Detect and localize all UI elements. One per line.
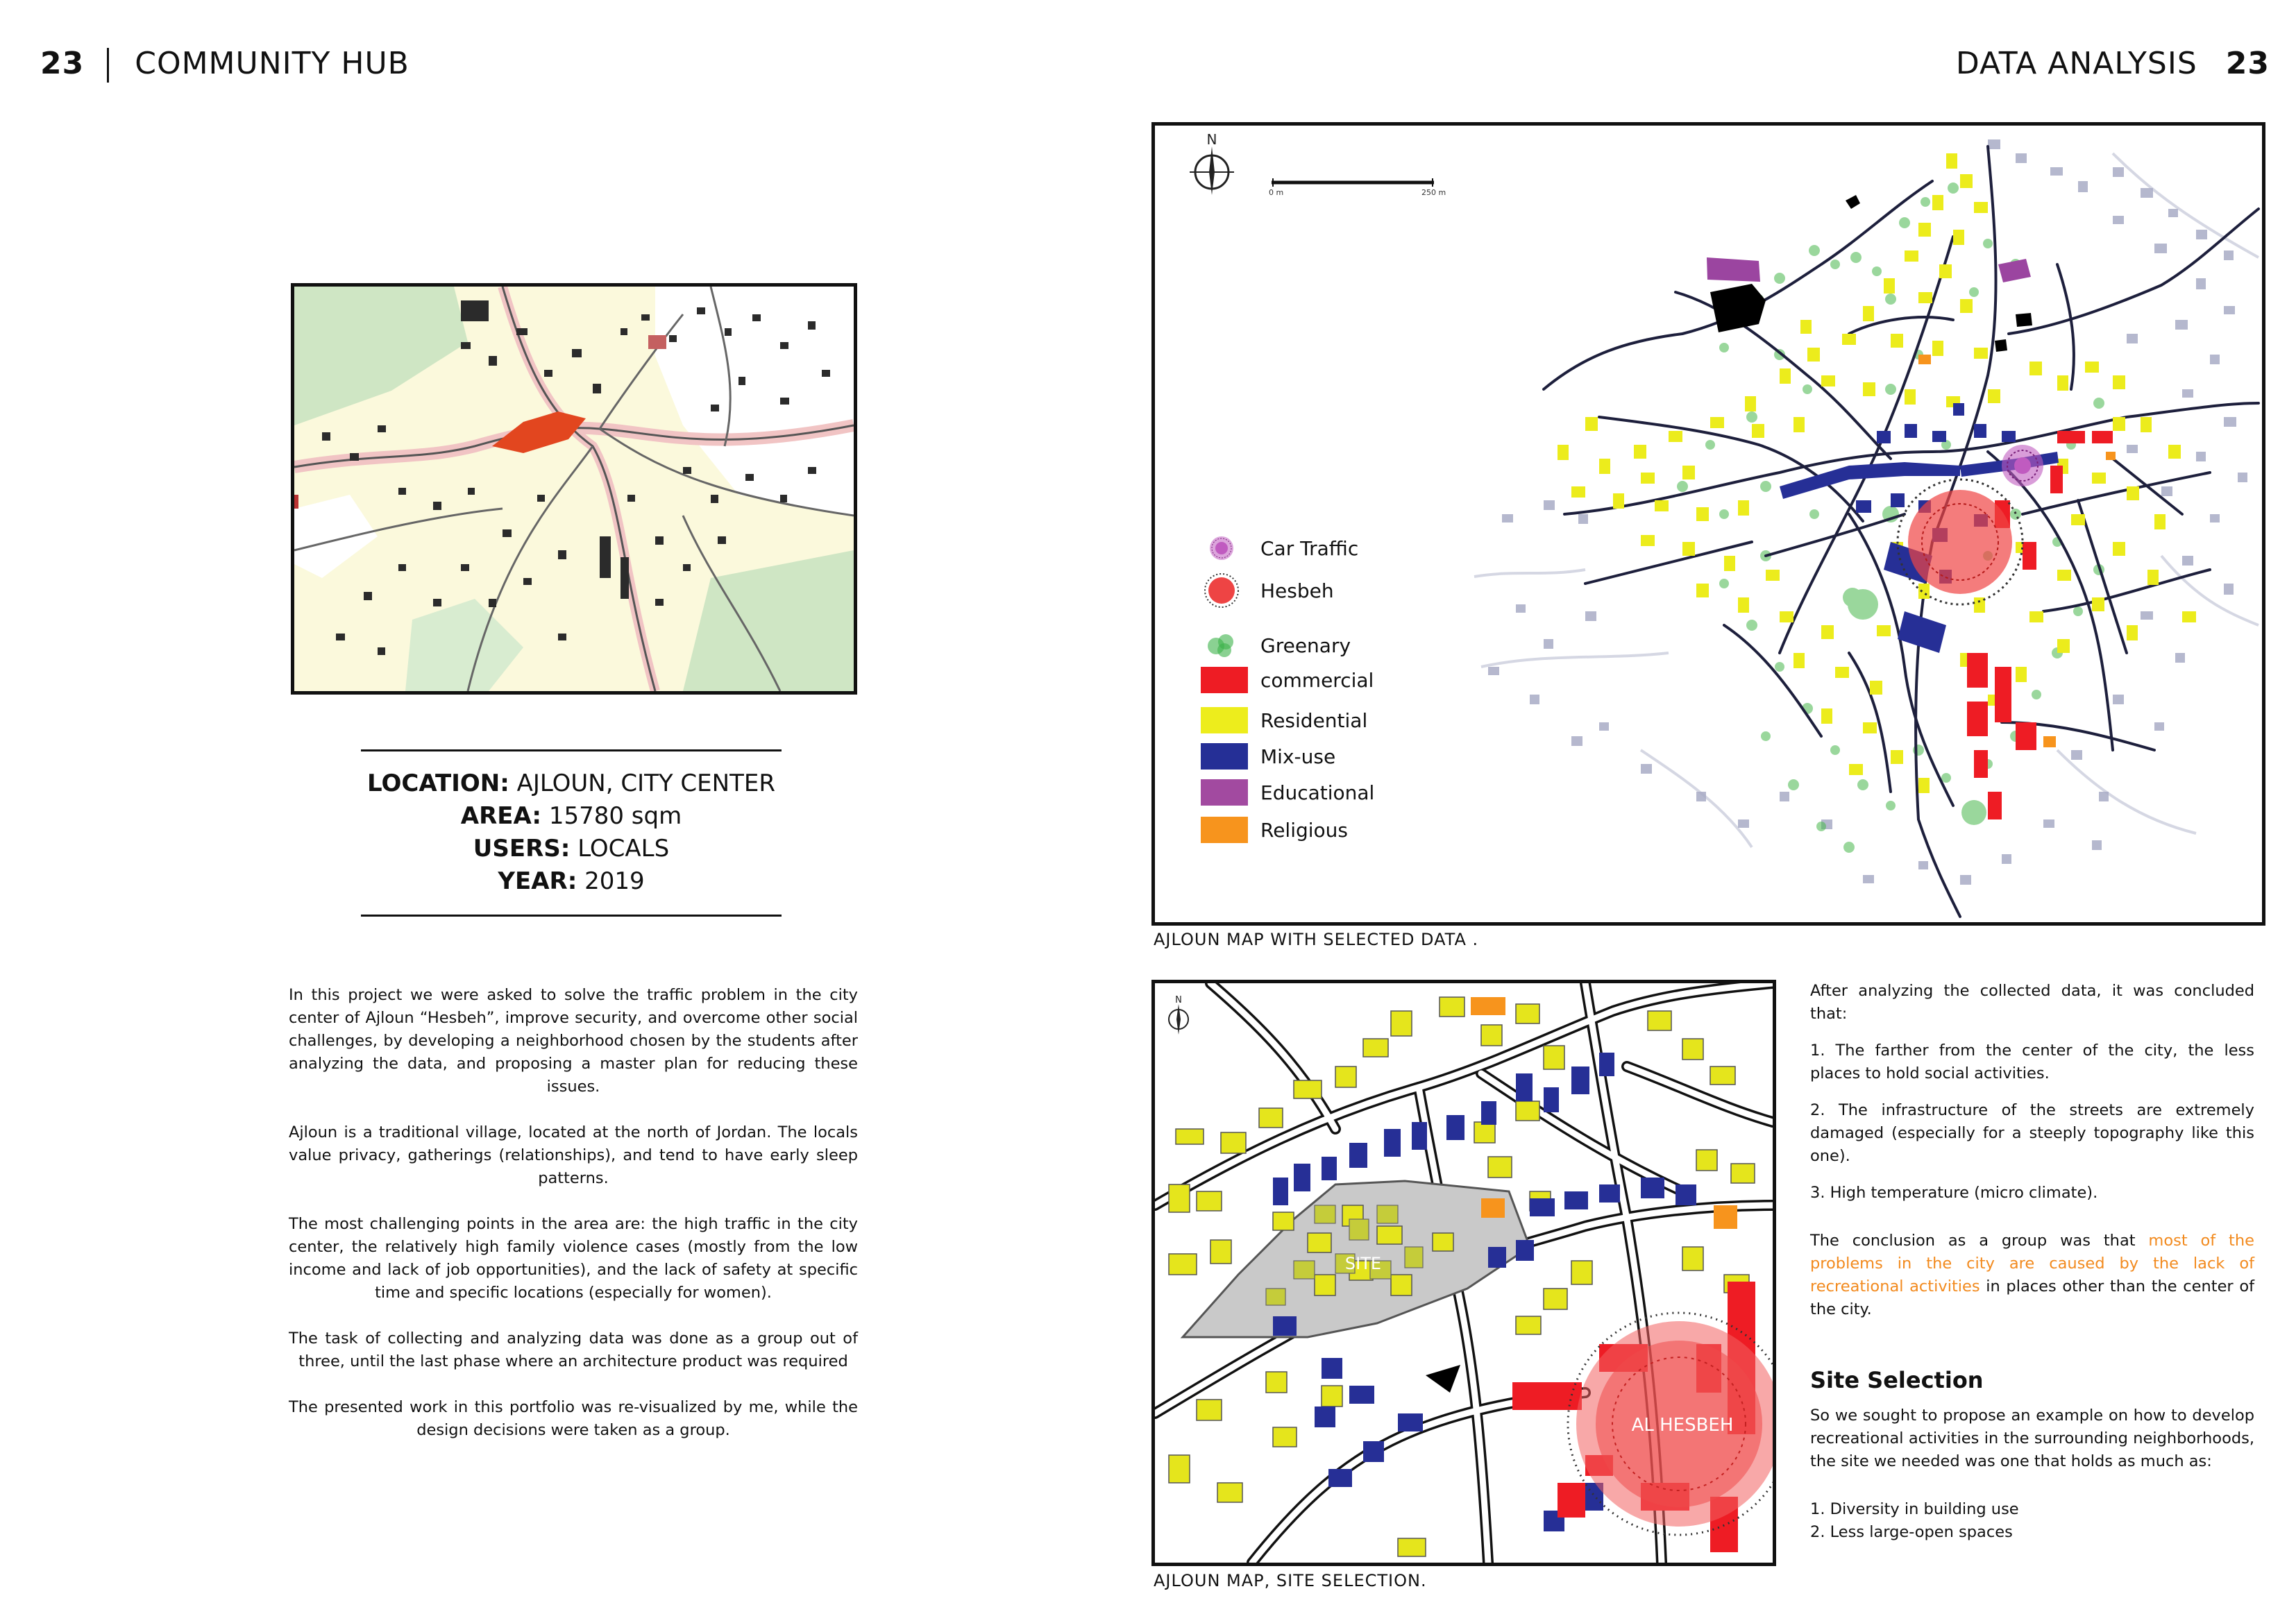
car-traffic-icon [1201,535,1248,561]
year-line [292,865,851,898]
data-map-caption: AJLOUN MAP WITH SELECTED DATA . [1154,930,1479,949]
site-map-graphic [1155,983,1773,1563]
legend-residential [1201,707,1367,733]
site-selection-text: So we sought to propose an example on how to develop recreational activities in the surrounding neighborhoods, the site we needed was one that holds as much as: [1810,1407,2254,1470]
description-paragraph: In this project we were asked to solve the traffic problem in the city center of Ajloun “Hesbeh”, improve security, and overcome other social challenges, by developing a neighborhood chosen by the students after analyzing the data, and proposing a master plan for reducing these issues. [289,986,858,1096]
map-legend [1201,535,1423,910]
context-map [291,283,857,695]
right-page-number: 23 [2225,46,2270,81]
commercial-swatch [1201,667,1248,693]
analysis-point: 1. The farther from the center of the city, the less places to hold social activities. [1810,1042,2254,1082]
location-label: LOCATION: [367,770,509,797]
site-north-label: N [1175,995,1182,1005]
legend-greenery [1201,632,1351,658]
educational-swatch [1201,779,1248,806]
users-line [292,833,851,865]
location-line [292,767,851,800]
left-page-number: 23 [40,46,85,81]
legend-car-traffic [1201,535,1358,561]
legend-label: Educational [1260,781,1375,804]
description-paragraph: The task of collecting and analyzing data was done as a group out of three, until the last phase where an architecture product was required [289,1329,858,1370]
context-map-graphic [294,287,854,691]
scale-end-label: 250 m [1421,188,1446,197]
conclusion-highlight: most of the problems in the city are caused by the lack of recreational activities [1810,1232,2254,1295]
legend-label: Car Traffic [1260,536,1359,560]
legend-mix-use [1201,743,1335,770]
legend-label: Religious [1260,818,1348,842]
legend-hesbeh [1201,572,1334,609]
info-bottom-rule [361,915,782,917]
year-label: YEAR: [498,867,577,895]
description-paragraph: Ajloun is a traditional village, located at the north of Jordan. The locals value privacy, gatherings (relationships), and tend to have early sleep patterns. [289,1123,858,1187]
left-page-title: COMMUNITY HUB [135,46,410,81]
residential-swatch [1201,707,1248,733]
area-value: 15780 sqm [548,802,682,830]
north-label: N [1206,131,1217,148]
scale-bar [1272,178,1434,187]
legend-religious [1201,817,1348,843]
religious-swatch [1201,817,1248,843]
area-label: AREA: [460,802,542,830]
legend-label: commercial [1260,668,1374,692]
conclusion-prefix: The conclusion as a group was that [1810,1232,2149,1250]
right-page-title: DATA ANALYSIS [1955,46,2197,81]
criteria-item: 2. Less large-open spaces [1810,1523,2013,1541]
greenery-icon [1201,632,1248,658]
analysis-point: 3. High temperature (micro climate). [1810,1184,2098,1202]
area-line [292,800,851,833]
legend-label: Hesbeh [1260,579,1334,602]
left-page-header [40,46,410,83]
site-map-caption: AJLOUN MAP, SITE SELECTION. [1154,1571,1427,1590]
north-arrow-icon [1190,146,1234,195]
site-label: SITE [1344,1254,1382,1273]
project-info [292,767,851,898]
description-paragraph: The most challenging points in the area are: the high traffic in the city center, the relatively high family violence cases (mostly from the low income and lack of job opportunities), and the lack of safety at specific time and specific locations (especially for women). [289,1215,858,1302]
description-paragraph: The presented work in this portfolio was re-visualized by me, while the design decisions were taken as a group. [289,1398,858,1439]
legend-commercial [1201,667,1374,693]
users-label: USERS: [473,835,571,863]
analysis-conclusion [1810,1230,2254,1321]
legend-label: Mix-use [1260,745,1336,768]
users-value: LOCALS [577,835,670,863]
criteria-item: 1. Diversity in building use [1810,1500,2019,1518]
info-top-rule [361,749,782,751]
analysis-text [1810,980,2254,1335]
scale-start-label: 0 m [1269,188,1284,197]
hesbeh-icon [1201,572,1248,609]
year-value: 2019 [584,867,645,895]
legend-educational [1201,779,1374,806]
site-map [1151,980,1776,1566]
project-description [289,984,858,1465]
legend-label: Residential [1260,708,1368,732]
data-map [1151,122,2265,926]
analysis-intro: After analyzing the collected data, it was concluded that: [1810,982,2254,1023]
site-selection-section [1810,1367,2254,1544]
mix-use-swatch [1201,743,1248,770]
site-selection-title: Site Selection [1810,1367,1984,1393]
conclusion-suffix: in places other than the center of the city. [1810,1277,2254,1318]
right-page-header [1956,46,2270,81]
location-value: AJLOUN, CITY CENTER [516,770,775,797]
hesbeh-label: AL HESBEH [1631,1415,1734,1436]
legend-label: Greenary [1260,634,1351,657]
analysis-point: 2. The infrastructure of the streets are extremely damaged (especially for a steeply topography like this one). [1810,1101,2254,1165]
